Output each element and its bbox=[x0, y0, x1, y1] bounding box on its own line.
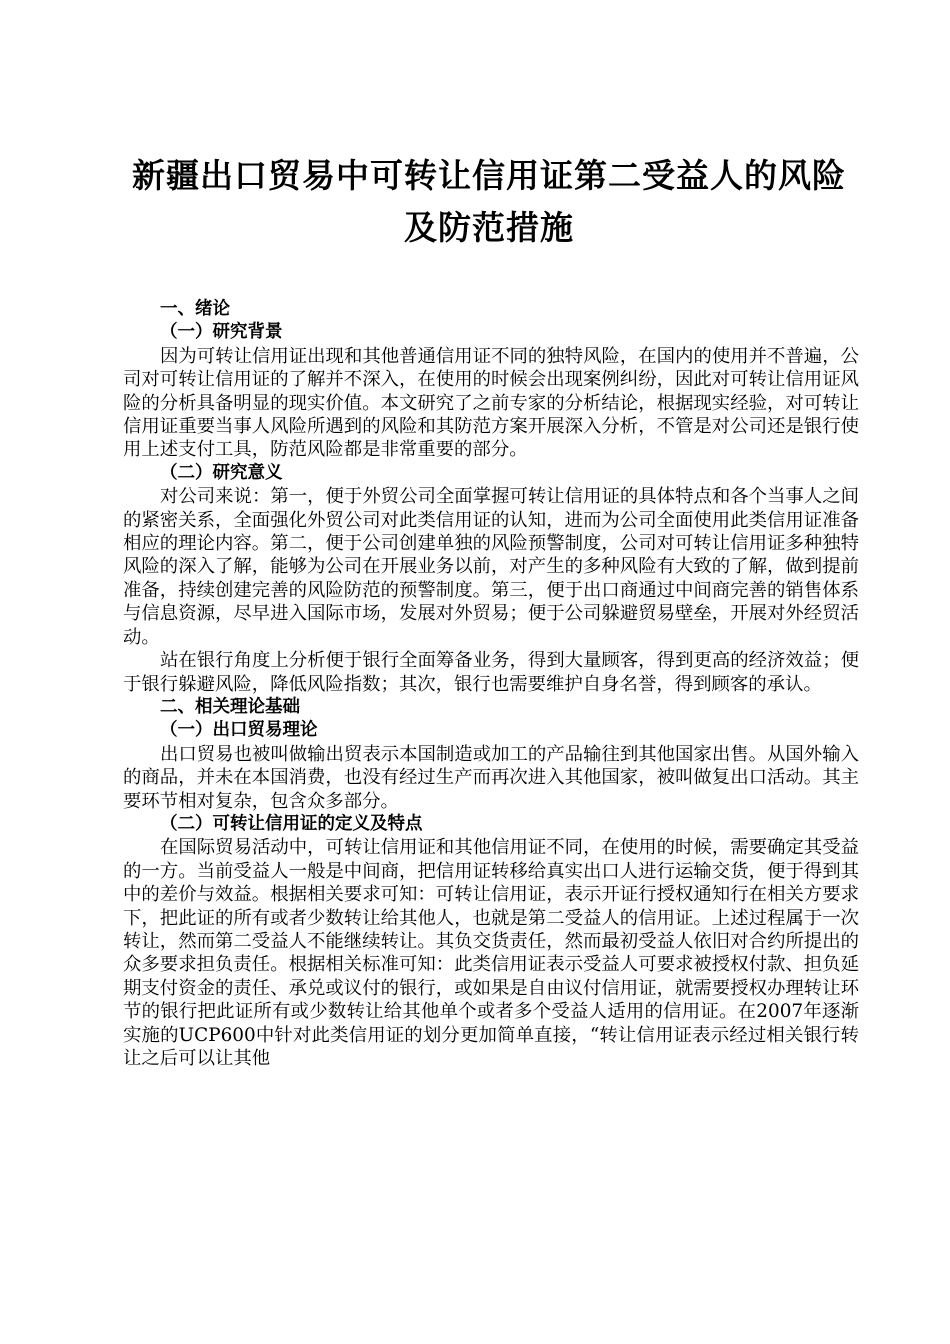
paragraph: 因为可转让信用证出现和其他普通信用证不同的独特风险，在国内的使用并不普遍，公司对可转让信用证的了解并不深入，在使用的时候会出现案例纠纷，因此对可转让信用证风险的分析具备明显的现实价值。本文研究了之前专家的分析结论，根据现实经验，对可转让信用证重要当事人风险所遇到的风险和其防范方案开展深入分析，不管是对公司还是银行使用上述支付工具，防范风险都是非常重要的部分。 bbox=[123, 345, 859, 461]
document-title bbox=[118, 150, 860, 254]
subsection-heading-1-1: （一）研究背景 bbox=[160, 322, 283, 343]
document-body bbox=[123, 298, 859, 1070]
subsection-heading-1-2: （二）研究意义 bbox=[160, 462, 283, 483]
paragraph: 站在银行角度上分析便于银行全面筹备业务，得到大量顾客，得到更高的经济效益；便于银行躲避风险，降低风险指数；其次，银行也需要维护自身名誉，得到顾客的承认。 bbox=[123, 650, 859, 695]
paragraph: 出口贸易也被叫做输出贸表示本国制造或加工的产品输往到其他国家出售。从国外输入的商品，并未在本国消费，也没有经过生产而再次进入其他国家，被叫做复出口活动。其主要环节相对复杂，包含众多部分。 bbox=[123, 743, 859, 812]
subsection-heading-2-2: （二）可转让信用证的定义及特点 bbox=[160, 813, 423, 834]
section-heading-1: 一、绪论 bbox=[160, 299, 230, 319]
title-line-1: 新疆出口贸易中可转让信用证第二受益人的风险 bbox=[132, 156, 846, 195]
paragraph: 对公司来说：第一，便于外贸公司全面掌握可转让信用证的具体特点和各个当事人之间的紧密关系，全面强化外贸公司对此类信用证的认知，进而为公司全面使用此类信用证准备相应的理论内容。第二，便于公司创建单独的风险预警制度，公司对可转让信用证多种独特风险的深入了解，能够为公司在开展业务以前，对产生的多种风险有大致的了解，做到提前准备，持续创建完善的风险防范的预警制度。第三，便于出口商通过中间商完善的销售体系与信息资源，尽早进入国际市场，发展对外贸易；便于公司躲避贸易壁垒，开展对外经贸活动。 bbox=[123, 486, 859, 648]
subsection-heading-2-1: （一）出口贸易理论 bbox=[160, 720, 318, 741]
section-heading-2: 二、相关理论基础 bbox=[160, 696, 300, 717]
paragraph: 在国际贸易活动中，可转让信用证和其他信用证不同，在使用的时候，需要确定其受益的一方。当前受益人一般是中间商，把信用证转移给真实出口人进行运输交货，便于得到其中的差价与效益。根据相关要求可知：可转让信用证，表示开证行授权通知行在相关方要求下，把此证的所有或者少数转让给其他人，也就是第二受益人的信用证。上述过程属于一次转让，然而第二受益人不能继续转让。其负交货责任，然而最初受益人依旧对合约所提出的众多要求担负责任。根据相关标准可知：此类信用证表示受益人可要求被授权付款、担负延期支付资金的责任、承兑或议付的银行，或如果是自由议付信用证，就需要授权办理转让环节的银行把此证所有或少数转让给其他单个或者多个受益人适用的信用证。在2007年逐渐实施的UCP600中针对此类信用证的划分更加简单直接，“转让信用证表示经过相关银行转让之后可以让其他 bbox=[123, 837, 859, 1069]
title-line-2: 及防范措施 bbox=[404, 208, 574, 247]
